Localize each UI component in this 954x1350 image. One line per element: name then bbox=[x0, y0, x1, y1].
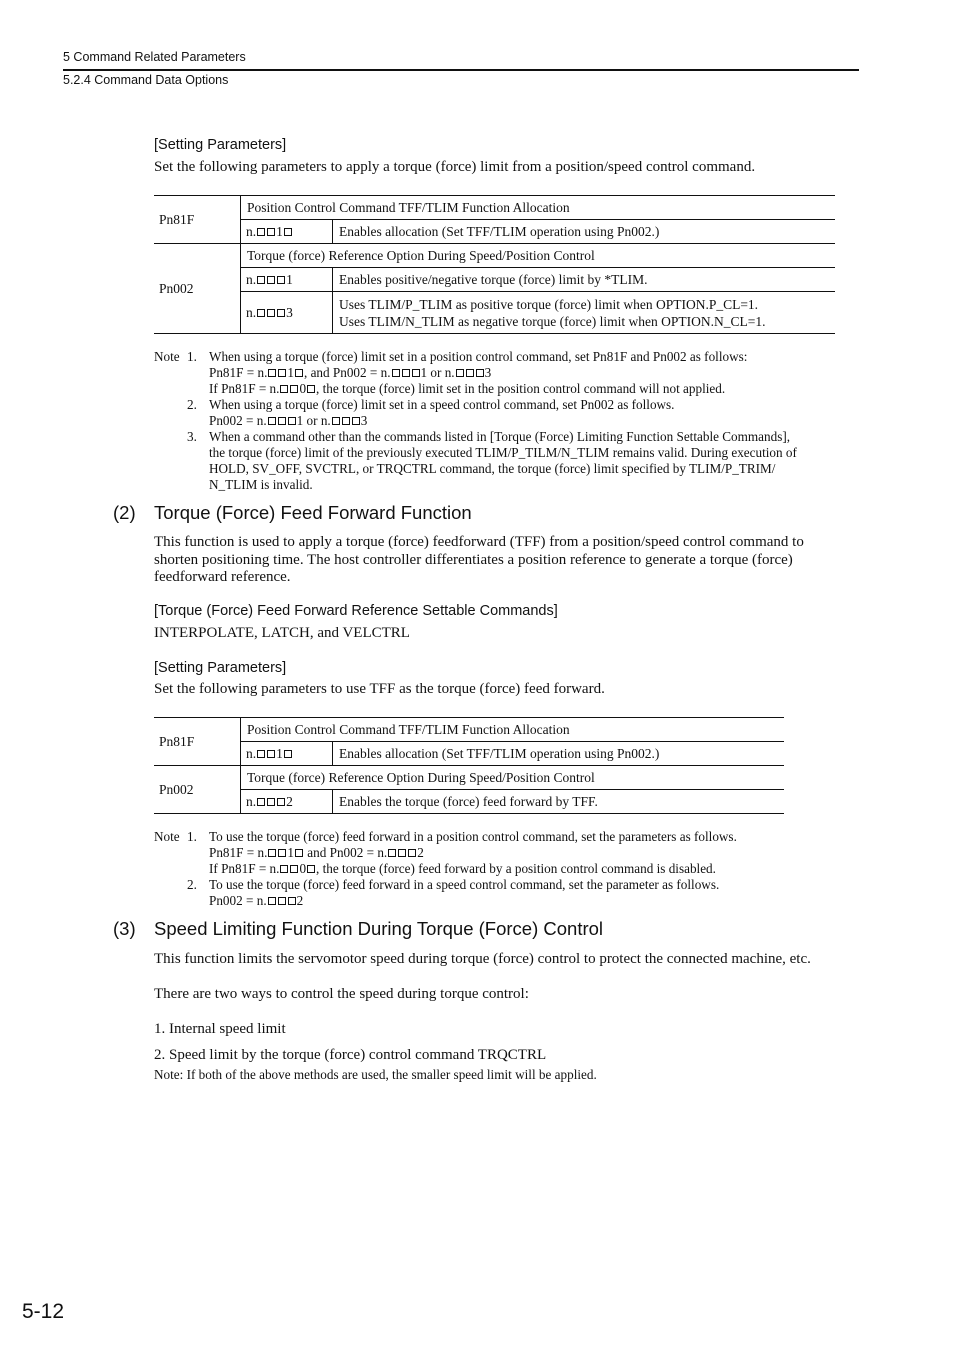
paragraph: This function limits the servomotor speed during torque (force) control to protect the connected machine, etc. bbox=[154, 951, 811, 967]
settable-commands-heading: [Torque (Force) Feed Forward Reference Settable Commands] bbox=[154, 603, 558, 619]
note-2: Note bbox=[154, 829, 180, 844]
param-desc: Uses TLIM/P_TLIM as positive torque (force) limit when OPTION.P_CL=1. Uses TLIM/N_TLIM as negative torque (force) limit when OPTION.N_CL=1. bbox=[333, 292, 836, 334]
note-text: Pn002 = n. 1 or n. 3 bbox=[209, 413, 368, 428]
param-code: n. 1 bbox=[241, 220, 333, 244]
param-code: n. 2 bbox=[241, 790, 333, 814]
note-1: Note bbox=[154, 349, 180, 364]
note-text: HOLD, SV_OFF, SVCTRL, or TRQCTRL command, the torque (force) limit specified by TLIM/P_TRIM/ bbox=[209, 461, 776, 476]
note-text: To use the torque (force) feed forward in a position control command, set the parameters as follows. bbox=[209, 829, 737, 844]
list-item: 2. Speed limit by the torque (force) control command TRQCTRL bbox=[154, 1047, 547, 1063]
section-header: 5.2.4 Command Data Options bbox=[63, 73, 229, 87]
param-name-pn81f: Pn81F bbox=[154, 718, 241, 766]
note-number: 2. bbox=[187, 877, 197, 892]
parameter-table-1 bbox=[154, 195, 835, 334]
note-text: When using a torque (force) limit set in a position control command, set Pn81F and Pn002 as follows: bbox=[209, 349, 748, 364]
setting-intro-1: Set the following parameters to apply a torque (force) limit from a position/speed control command. bbox=[154, 159, 756, 175]
note-text: If Pn81F = n. 0 , the torque (force) feed forward by a position control command is disabled. bbox=[209, 861, 716, 876]
section-title: Torque (Force) Feed Forward Function bbox=[154, 502, 472, 523]
paragraph: There are two ways to control the speed during torque control: bbox=[154, 986, 529, 1002]
note-number: 3. bbox=[187, 429, 197, 444]
param-name-pn81f: Pn81F bbox=[154, 196, 241, 244]
chapter-header: 5 Command Related Parameters bbox=[63, 50, 246, 64]
note-text: When a command other than the commands listed in [Torque (Force) Limiting Function Settable Commands], bbox=[209, 429, 791, 444]
param-title-pn002: Torque (force) Reference Option During Speed/Position Control bbox=[241, 766, 785, 790]
param-code: n. 3 bbox=[241, 292, 333, 334]
parameter-table-2 bbox=[154, 717, 784, 814]
header-rule bbox=[63, 69, 859, 71]
page-number: 5-12 bbox=[22, 1300, 65, 1323]
note-text: Note: If both of the above methods are used, the smaller speed limit will be applied. bbox=[154, 1067, 597, 1082]
note-text: Pn002 = n. 2 bbox=[209, 893, 304, 908]
note-text: Pn81F = n. 1 and Pn002 = n. 2 bbox=[209, 845, 424, 860]
param-desc: Enables allocation (Set TFF/TLIM operation using Pn002.) bbox=[333, 220, 836, 244]
note-number: 2. bbox=[187, 397, 197, 412]
settable-commands: INTERPOLATE, LATCH, and VELCTRL bbox=[154, 625, 410, 641]
note-text: Pn81F = n. 1 , and Pn002 = n. 1 or n. 3 bbox=[209, 365, 492, 380]
section-number: (3) bbox=[113, 918, 136, 939]
param-name-pn002: Pn002 bbox=[154, 766, 241, 814]
list-item: 1. Internal speed limit bbox=[154, 1021, 286, 1037]
setting-parameters-heading-2: [Setting Parameters] bbox=[154, 660, 287, 676]
note-number: 1. bbox=[187, 349, 197, 364]
note-text: If Pn81F = n. 0 , the torque (force) limit set in the position control command will not applied. bbox=[209, 381, 726, 396]
param-name-pn002: Pn002 bbox=[154, 244, 241, 334]
section-title: Speed Limiting Function During Torque (Force) Control bbox=[154, 918, 604, 939]
param-code: n. 1 bbox=[241, 742, 333, 766]
note-text: the torque (force) limit of the previously executed TLIM/P_TILM/N_TLIM remains valid. During execution of bbox=[209, 445, 797, 460]
param-desc: Enables the torque (force) feed forward by TFF. bbox=[333, 790, 785, 814]
paragraph: feedforward reference. bbox=[154, 569, 291, 585]
param-desc: Enables positive/negative torque (force) limit by *TLIM. bbox=[333, 268, 836, 292]
param-desc: Enables allocation (Set TFF/TLIM operation using Pn002.) bbox=[333, 742, 785, 766]
setting-intro-2: Set the following parameters to use TFF as the torque (force) feed forward. bbox=[154, 681, 605, 697]
param-title-pn81f: Position Control Command TFF/TLIM Function Allocation bbox=[241, 718, 785, 742]
note-number: 1. bbox=[187, 829, 197, 844]
note-text: To use the torque (force) feed forward in a speed control command, set the parameter as follows. bbox=[209, 877, 720, 892]
section-number: (2) bbox=[113, 502, 136, 523]
setting-parameters-heading-1: [Setting Parameters] bbox=[154, 137, 287, 153]
note-text: When using a torque (force) limit set in a speed control command, set Pn002 as follows. bbox=[209, 397, 675, 412]
paragraph: shorten positioning time. The host controller differentiates a position reference to generate a torque (force) bbox=[154, 552, 793, 568]
param-title-pn81f: Position Control Command TFF/TLIM Function Allocation bbox=[241, 196, 836, 220]
note-text: N_TLIM is invalid. bbox=[209, 477, 313, 492]
param-title-pn002: Torque (force) Reference Option During Speed/Position Control bbox=[241, 244, 836, 268]
param-code: n. 1 bbox=[241, 268, 333, 292]
paragraph: This function is used to apply a torque (force) feedforward (TFF) from a position/speed control command to bbox=[154, 534, 804, 550]
